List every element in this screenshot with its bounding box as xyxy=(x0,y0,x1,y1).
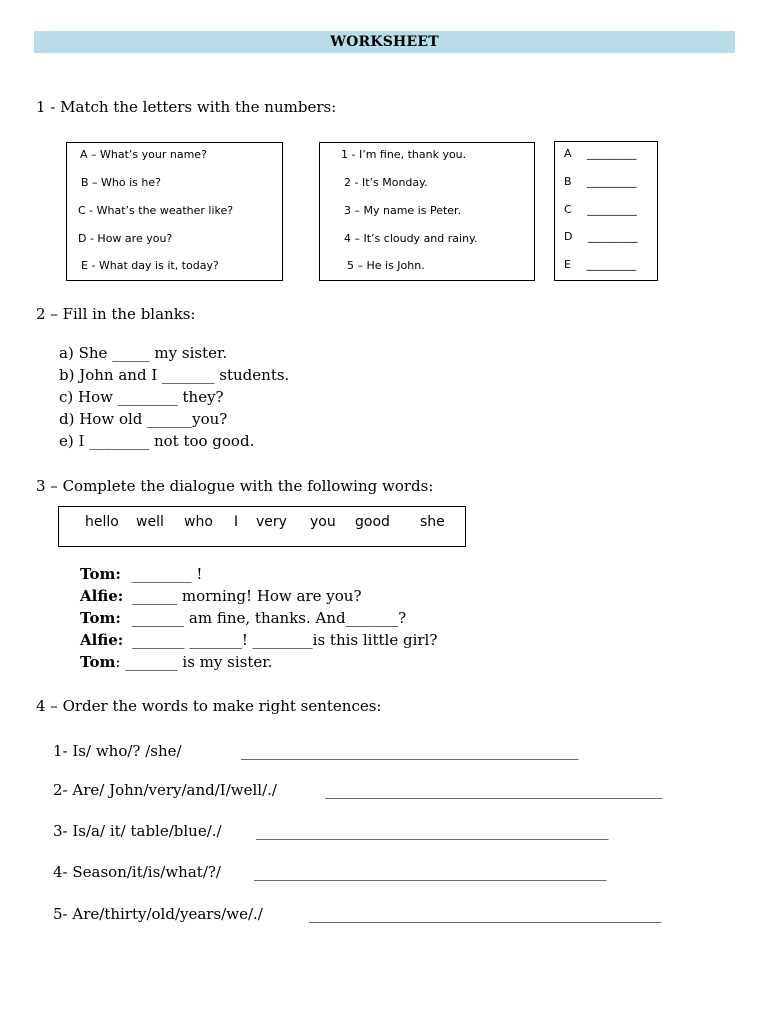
dialogue-line-2 xyxy=(80,587,362,605)
key-letter: D xyxy=(564,230,573,243)
key-row-a xyxy=(564,147,637,160)
order-prompt: 1- Is/ who/? /she/ xyxy=(53,742,182,760)
dialogue-text: _______ am fine, thanks. And_______? xyxy=(131,609,407,627)
key-row-b xyxy=(564,175,637,188)
word-bank-item: well xyxy=(136,514,164,530)
key-letter: A xyxy=(564,147,572,160)
order-prompt: 3- Is/a/ it/ table/blue/./ xyxy=(53,822,222,840)
key-row-e xyxy=(564,258,636,271)
speaker-name: Alfie: xyxy=(80,587,124,605)
word-bank-item: I xyxy=(234,514,239,530)
speaker-name: Alfie: xyxy=(80,631,124,649)
key-blank[interactable]: _________ xyxy=(587,147,637,160)
order-item-5 xyxy=(53,905,662,923)
order-prompt: 5- Are/thirty/old/years/we/./ xyxy=(53,905,263,923)
section-3-heading: 3 – Complete the dialogue with the following words: xyxy=(36,477,434,495)
key-blank[interactable]: _________ xyxy=(587,230,638,243)
speaker-name: Tom xyxy=(80,653,116,671)
dialogue-line-3 xyxy=(80,609,406,627)
key-blank[interactable]: _________ xyxy=(587,203,637,216)
word-bank-item: you xyxy=(310,514,336,530)
order-item-2 xyxy=(53,781,663,799)
key-letter: B xyxy=(564,175,572,188)
fill-item-d: d) How old ______you? xyxy=(59,410,228,428)
order-prompt: 4- Season/it/is/what/?/ xyxy=(53,863,221,881)
answer-key-box xyxy=(554,141,658,281)
key-blank[interactable]: _________ xyxy=(586,258,636,271)
section-1-heading: 1 - Match the letters with the numbers: xyxy=(36,98,337,116)
order-item-4 xyxy=(53,863,607,881)
fill-item-a: a) She _____ my sister. xyxy=(59,344,228,362)
answer-3: 3 – My name is Peter. xyxy=(344,204,462,217)
question-d: D - How are you? xyxy=(78,232,173,245)
answer-1: 1 - I’m fine, thank you. xyxy=(341,148,467,161)
word-bank-item: who xyxy=(184,514,213,530)
key-blank[interactable]: _________ xyxy=(587,175,637,188)
fill-item-b: b) John and I _______ students. xyxy=(59,366,290,384)
key-letter: C xyxy=(564,203,572,216)
order-answer-blank[interactable]: _____________________________________________ xyxy=(241,742,579,760)
question-e: E - What day is it, today? xyxy=(81,259,219,272)
dialogue-line-4 xyxy=(80,631,437,649)
title-bar xyxy=(34,31,735,53)
answer-4: 4 – It’s cloudy and rainy. xyxy=(344,232,478,245)
dialogue-text: ______ morning! How are you? xyxy=(132,587,362,605)
answer-5: 5 – He is John. xyxy=(347,259,425,272)
dialogue-text: _______ _______! ________is this little girl? xyxy=(132,631,438,649)
page-title: WORKSHEET xyxy=(330,34,439,50)
order-answer-blank[interactable]: _______________________________________________ xyxy=(309,905,662,923)
order-answer-blank[interactable]: _______________________________________________ xyxy=(256,822,609,840)
fill-item-e: e) I ________ not too good. xyxy=(59,432,255,450)
order-item-3 xyxy=(53,822,609,840)
speaker-name: Tom: xyxy=(80,609,121,627)
order-item-1 xyxy=(53,742,579,760)
word-bank-item: she xyxy=(420,514,445,530)
word-bank-item: hello xyxy=(85,514,119,530)
dialogue-text: : _______ is my sister. xyxy=(115,653,273,671)
answer-2: 2 - It’s Monday. xyxy=(344,176,428,189)
order-prompt: 2- Are/ John/very/and/I/well/./ xyxy=(53,781,277,799)
dialogue-line-5 xyxy=(80,653,273,671)
word-bank-item: good xyxy=(355,514,390,530)
key-row-c xyxy=(564,203,637,216)
dialogue-line-1 xyxy=(80,565,202,583)
key-row-d xyxy=(564,230,637,243)
section-2-heading: 2 – Fill in the blanks: xyxy=(36,305,196,323)
order-answer-blank[interactable]: _______________________________________________ xyxy=(254,863,607,881)
key-letter: E xyxy=(564,258,571,271)
dialogue-text: ________ ! xyxy=(131,565,203,583)
question-a: A – What’s your name? xyxy=(80,148,207,161)
question-c: C - What’s the weather like? xyxy=(78,204,234,217)
word-bank-item: very xyxy=(256,514,287,530)
section-4-heading: 4 – Order the words to make right sentences: xyxy=(36,697,382,715)
questions-box xyxy=(66,142,283,281)
order-answer-blank[interactable]: _____________________________________________ xyxy=(325,781,663,799)
answers-box xyxy=(319,142,535,281)
speaker-name: Tom: xyxy=(80,565,121,583)
fill-item-c: c) How ________ they? xyxy=(59,388,224,406)
word-bank-box xyxy=(58,506,466,547)
question-b: B – Who is he? xyxy=(81,176,161,189)
